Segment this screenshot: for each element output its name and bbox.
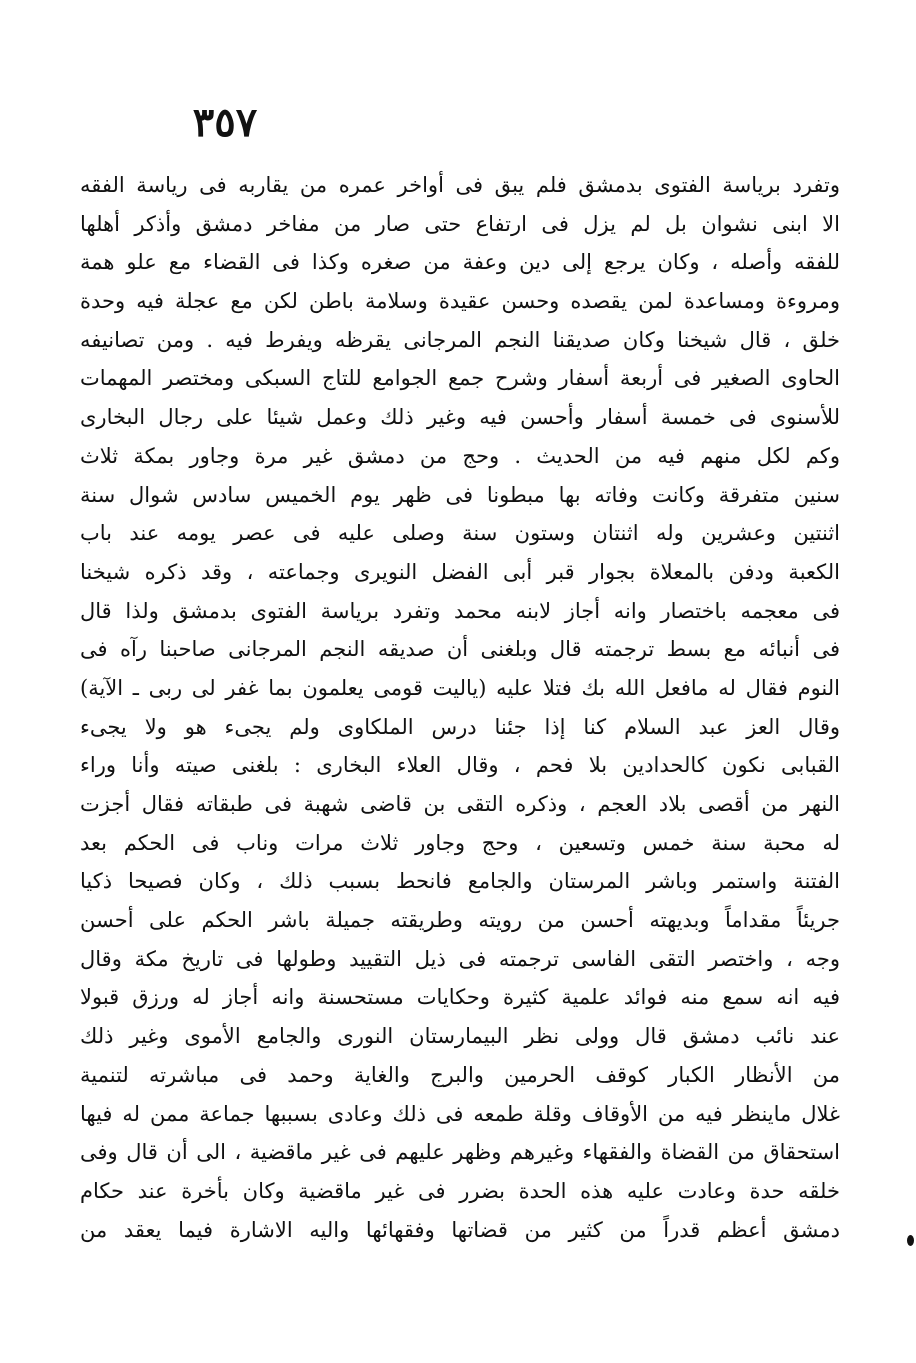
text-line: وكم لكل منهم فيه من الحديث . وحج من دمشق غير مرة وجاور بمكة ثلاث [80, 443, 840, 468]
text-line: له محبة سنة خمس وتسعين ، وحج وجاور ثلاث مرات وناب فى الحكم بعد [80, 830, 840, 855]
text-line: القبابى نكون كالحدادين بلا فحم ، وقال العلاء البخارى : بلغنى صيته وأنا وراء [80, 753, 840, 778]
text-line: خلقه حدة وعادت عليه هذه الحدة بضرر فى غير ماقضية وكان بأخرة عند حكام [80, 1178, 840, 1203]
text-line: فى معجمه باختصار وانه أجاز لابنه محمد وتفرد برياسة الفتوى بدمشق ولذا قال [80, 598, 840, 623]
text-line: فيه انه سمع منه فوائد علمية كثيرة وحكايات مستحسنة وانه أجاز له ورزق قبولا [80, 985, 840, 1010]
text-line: للفقه وأصله ، وكان يرجع إلى دين وعفة من صغره وكذا فى القضاء مع علو همة [80, 250, 840, 275]
text-line: عند نائب دمشق قال وولى نظر البيمارستان النورى والجامع الأموى وغير ذلك [80, 1024, 840, 1049]
text-line: الحاوى الصغير فى أربعة أسفار وشرح جمع الجوامع للتاج السبكى ومختصر المهمات [80, 366, 840, 391]
margin-dot [907, 1235, 914, 1246]
page-body-text [80, 166, 840, 1249]
text-line: وتفرد برياسة الفتوى بدمشق فلم يبق فى أواخر عمره من يقاربه فى رياسة الفقه [80, 173, 840, 197]
text-line: الا ابنى نشوان بل لم يزل فى ارتفاع حتى صار من مفاخر دمشق وأذكر أهلها [80, 211, 840, 236]
text-line: من الأنظار الكبار كوقف الحرمين والبرج والغاية وحمد فى مباشرته لتنمية [80, 1062, 840, 1087]
text-line: الكعبة ودفن بالمعلاة بجوار قبر أبى الفضل النويرى وجماعته ، وقد ذكره شيخنا [80, 559, 840, 584]
text-line: سنين متفرقة وكانت وفاته بها مبطونا فى ظهر يوم الخميس سادس شوال سنة [80, 482, 840, 507]
text-line: جريئاً مقداماً وبديهته أحسن من رويته وطريقته جميلة باشر الحكم على أحسن [80, 908, 840, 933]
text-line: الفتنة واستمر وباشر المرستان والجامع فانحط بسبب ذلك ، وكان فصيحا ذكيا [80, 869, 840, 894]
text-line: دمشق أعظم قدراً من كثير من قضاتها وفقهائها واليه الاشارة فيما يعقد من [80, 1217, 840, 1242]
text-line: النوم فقال له مافعل الله بك فتلا عليه (ياليت قومى يعلمون بما غفر لى ربى ـ الآية) [80, 675, 840, 700]
text-line: للأسنوى فى خمسة أسفار وأحسن فيه وغير ذلك وعمل شيئا على رجال البخارى [80, 405, 840, 430]
text-line: غلال ماينظر فيه من الأوقاف وقلة طمعه فى ذلك وعادى بسببها جماعة ممن له فيها [80, 1101, 840, 1126]
text-line: وجه ، واختصر التقى الفاسى ترجمته فى ذيل التقييد وطولها فى تاريخ مكة وقال [80, 946, 840, 971]
text-line: خلق ، قال شيخنا وكان صديقنا النجم المرجانى يقرظه ويفرط فيه . ومن تصانيفه [80, 327, 840, 352]
text-line: وقال العز عبد السلام كنا إذا جئنا درس الملكاوى ولم يجىء هو ولا يجىء [80, 714, 840, 739]
page-number: ٣٥٧ [192, 99, 258, 146]
text-line: اثنتين وعشرين وله اثنتان وستون سنة وصلى عليه فى عصر يومه عند باب [80, 521, 840, 546]
text-line: النهر من أقصى بلاد العجم ، وذكره التقى بن قاضى شهبة فى طبقاته فقال أجزت [80, 792, 840, 816]
text-line: ومروءة ومساعدة لمن يقصده وحسن عقيدة وسلامة باطن لكن مع عجلة فيه وحدة [80, 289, 840, 314]
text-line: فى أنبائه مع بسط ترجمته قال وبلغنى أن صديقه النجم المرجانى صاحبنا رآه فى [80, 637, 840, 662]
text-line: استحقاق من القضاة والفقهاء وغيرهم وظهر عليهم فى غير ماقضية ، الى أن قال وفى [80, 1140, 840, 1165]
